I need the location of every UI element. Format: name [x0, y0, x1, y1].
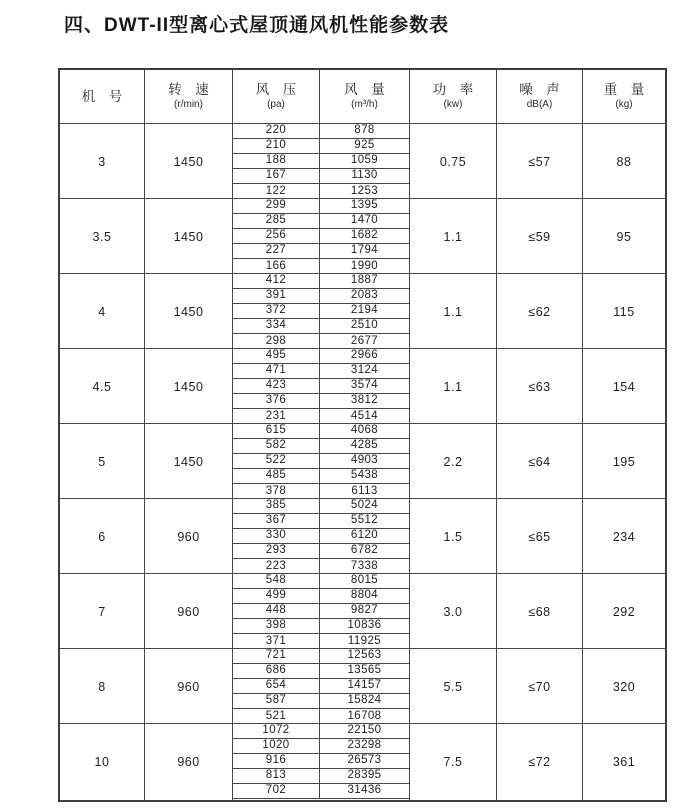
weight-cell: 195 — [612, 454, 636, 469]
volume-value: 4903 — [350, 454, 379, 467]
pressure-volume-subrow — [233, 124, 409, 139]
volume-value: 1990 — [350, 259, 379, 272]
speed-cell: 1450 — [145, 349, 233, 424]
speed-cell: 960 — [145, 649, 233, 724]
table-row — [60, 724, 665, 800]
pressure-volume-subrow — [233, 784, 409, 799]
model-cell: 7 — [60, 574, 145, 649]
speed-cell: 1450 — [145, 124, 233, 199]
noise-cell: ≤70 — [497, 649, 583, 724]
table-row — [60, 424, 665, 499]
volume-value: 2677 — [350, 334, 379, 347]
volume-value: 10836 — [347, 619, 382, 632]
header-speed-label: 转 速 — [168, 82, 209, 98]
volume-value: 7338 — [350, 559, 379, 572]
pressure-value: 499 — [233, 589, 320, 603]
weight-cell: 88 — [616, 154, 632, 169]
model-cell: 5 — [60, 424, 145, 499]
header-power-unit: (kw) — [443, 99, 463, 110]
pressure-volume-subgrid — [233, 124, 410, 199]
pressure-value: 721 — [233, 649, 320, 663]
pressure-volume-subrow — [233, 724, 409, 739]
volume-value: 6120 — [350, 529, 379, 542]
volume-value: 3812 — [350, 394, 379, 407]
pressure-volume-subrow — [233, 349, 409, 364]
pressure-value: 1072 — [233, 724, 320, 738]
volume-value: 3574 — [350, 379, 379, 392]
pressure-volume-subrow — [233, 229, 409, 244]
volume-value: 1130 — [351, 169, 378, 182]
pressure-volume-subrow — [233, 634, 409, 649]
volume-value: 2966 — [350, 349, 379, 362]
pressure-value: 686 — [233, 664, 320, 678]
pressure-value: 654 — [233, 679, 320, 693]
pressure-value: 210 — [233, 139, 320, 153]
pressure-volume-subrow — [233, 694, 409, 709]
volume-value: 9827 — [350, 604, 379, 617]
pressure-volume-subrow — [233, 499, 409, 514]
volume-value: 28395 — [347, 769, 382, 782]
volume-value: 8804 — [350, 589, 379, 602]
pressure-value: 372 — [233, 304, 320, 318]
pressure-value: 220 — [233, 124, 320, 138]
volume-value: 5512 — [350, 514, 379, 527]
pressure-value: 495 — [233, 349, 320, 363]
pressure-volume-subrow — [233, 529, 409, 544]
power-cell: 0.75 — [410, 124, 497, 199]
noise-cell: ≤63 — [497, 349, 583, 424]
volume-value: 5024 — [350, 499, 379, 512]
pressure-value: 471 — [233, 364, 320, 378]
weight-cell: 115 — [613, 304, 635, 319]
table-row — [60, 274, 665, 349]
pressure-volume-subrow — [233, 514, 409, 529]
pressure-value: 285 — [233, 214, 320, 228]
volume-value: 6782 — [350, 544, 379, 557]
noise-cell: ≤65 — [497, 499, 583, 574]
pressure-value: 166 — [233, 259, 320, 274]
speed-cell: 1450 — [145, 274, 233, 349]
pressure-volume-subrow — [233, 184, 409, 199]
volume-value: 2510 — [350, 319, 379, 332]
pressure-volume-subrow — [233, 469, 409, 484]
pressure-value: 702 — [233, 784, 320, 798]
header-weight-unit: (kg) — [615, 99, 633, 110]
pressure-volume-subrow — [233, 409, 409, 424]
pressure-value: 391 — [233, 289, 320, 303]
speed-cell: 1450 — [145, 199, 233, 274]
pressure-volume-subrow — [233, 604, 409, 619]
pressure-volume-subrow — [233, 574, 409, 589]
pressure-volume-subrow — [233, 484, 409, 499]
volume-value: 4068 — [350, 424, 379, 437]
noise-cell: ≤64 — [497, 424, 583, 499]
power-cell: 3.0 — [410, 574, 497, 649]
volume-value: 11925 — [347, 634, 382, 647]
pressure-volume-subrow — [233, 244, 409, 259]
pressure-value: 385 — [233, 499, 320, 513]
table-header-row — [60, 70, 665, 124]
pressure-volume-subrow — [233, 739, 409, 754]
table-row — [60, 124, 665, 199]
header-noise-unit: dB(A) — [526, 99, 553, 110]
pressure-value: 1020 — [233, 739, 320, 753]
volume-value: 12563 — [347, 649, 382, 662]
speed-cell: 960 — [145, 724, 233, 800]
volume-value: 4285 — [350, 439, 379, 452]
volume-value: 14157 — [347, 679, 382, 692]
pressure-volume-subrow — [233, 379, 409, 394]
volume-value: 1059 — [350, 154, 379, 167]
pressure-volume-subgrid — [233, 424, 410, 499]
volume-value: 1395 — [350, 199, 379, 212]
pressure-volume-subgrid — [233, 649, 410, 724]
pressure-volume-subrow — [233, 589, 409, 604]
pressure-value: 448 — [233, 604, 320, 618]
table-row — [60, 349, 665, 424]
pressure-volume-subrow — [233, 709, 409, 724]
model-cell: 3.5 — [60, 199, 145, 274]
pressure-volume-subrow — [233, 394, 409, 409]
pressure-volume-subrow — [233, 334, 409, 349]
table-row — [60, 199, 665, 274]
pressure-value: 367 — [233, 514, 320, 528]
noise-cell: ≤62 — [497, 274, 583, 349]
pressure-value: 398 — [233, 619, 320, 633]
pressure-volume-subrow — [233, 649, 409, 664]
pressure-volume-subgrid — [233, 499, 410, 574]
volume-value: 2083 — [350, 289, 379, 302]
header-pressure-label: 风 压 — [255, 82, 297, 98]
power-cell: 1.5 — [410, 499, 497, 574]
volume-value: 1887 — [350, 274, 379, 287]
speed-cell: 960 — [145, 574, 233, 649]
pressure-volume-subrow — [233, 679, 409, 694]
pressure-value: 299 — [233, 199, 320, 213]
model-cell: 3 — [60, 124, 145, 199]
pressure-value: 298 — [233, 334, 320, 349]
pressure-value: 330 — [233, 529, 320, 543]
header-pressure — [233, 70, 320, 123]
pressure-value: 423 — [233, 379, 320, 393]
pressure-value: 522 — [233, 454, 320, 468]
model-cell: 10 — [60, 724, 145, 800]
pressure-value: 548 — [233, 574, 320, 588]
pressure-volume-subgrid — [233, 724, 410, 800]
pressure-value: 231 — [233, 409, 320, 424]
header-power — [410, 70, 497, 123]
noise-cell: ≤68 — [497, 574, 583, 649]
noise-cell: ≤59 — [497, 199, 583, 274]
pressure-value: 378 — [233, 484, 320, 499]
header-noise — [497, 70, 583, 123]
pressure-volume-subrow — [233, 274, 409, 289]
pressure-volume-subrow — [233, 169, 409, 184]
pressure-value: 256 — [233, 229, 320, 243]
pressure-value: 587 — [233, 694, 320, 708]
volume-value: 23298 — [347, 739, 382, 752]
weight-cell: 320 — [612, 679, 636, 694]
table-row — [60, 574, 665, 649]
pressure-volume-subrow — [233, 364, 409, 379]
header-power-label: 功 率 — [432, 82, 474, 98]
table-body — [60, 124, 665, 800]
volume-value: 8015 — [350, 574, 379, 587]
power-cell: 1.1 — [410, 349, 497, 424]
pressure-volume-subrow — [233, 289, 409, 304]
pressure-volume-subrow — [233, 559, 409, 574]
pressure-value: 376 — [233, 394, 320, 408]
weight-cell: 292 — [612, 604, 636, 619]
power-cell: 5.5 — [410, 649, 497, 724]
weight-cell: 234 — [612, 529, 636, 544]
pressure-volume-subrow — [233, 664, 409, 679]
pressure-value: 167 — [233, 169, 320, 183]
model-cell: 4.5 — [60, 349, 145, 424]
pressure-volume-subrow — [233, 619, 409, 634]
table-row — [60, 499, 665, 574]
header-noise-label: 噪 声 — [519, 82, 560, 98]
speed-cell: 1450 — [145, 424, 233, 499]
volume-value: 13565 — [347, 664, 382, 677]
volume-value: 1253 — [350, 184, 379, 197]
volume-value: 22150 — [347, 724, 382, 737]
noise-cell: ≤72 — [497, 724, 583, 800]
volume-value: 4514 — [350, 409, 379, 422]
pressure-volume-subgrid — [233, 574, 410, 649]
noise-cell: ≤57 — [497, 124, 583, 199]
header-model — [60, 70, 145, 123]
header-speed-unit: (r/min) — [174, 99, 203, 110]
pressure-volume-subrow — [233, 259, 409, 274]
power-cell: 2.2 — [410, 424, 497, 499]
pressure-volume-subrow — [233, 154, 409, 169]
pressure-value: 582 — [233, 439, 320, 453]
header-volume-label: 风 量 — [344, 82, 385, 98]
header-weight — [583, 70, 665, 123]
power-cell: 1.1 — [410, 199, 497, 274]
volume-value: 1794 — [350, 244, 379, 257]
pressure-volume-subrow — [233, 544, 409, 559]
pressure-volume-subrow — [233, 769, 409, 784]
weight-cell: 361 — [612, 755, 636, 769]
pressure-value: 227 — [233, 244, 320, 258]
pressure-volume-subrow — [233, 439, 409, 454]
power-cell: 7.5 — [410, 724, 497, 800]
pressure-volume-subrow — [233, 319, 409, 334]
volume-value: 925 — [354, 139, 375, 152]
pressure-value: 188 — [233, 154, 320, 168]
weight-cell: 95 — [616, 229, 632, 244]
header-speed — [145, 70, 233, 123]
volume-value: 1682 — [350, 229, 379, 242]
pressure-volume-subrow — [233, 454, 409, 469]
pressure-value: 293 — [233, 544, 320, 558]
volume-value: 15824 — [347, 694, 382, 707]
pressure-value: 334 — [233, 319, 320, 333]
page-title: 四、DWT-II型离心式屋顶通风机性能参数表 — [64, 15, 450, 36]
volume-value: 26573 — [347, 754, 382, 767]
speed-cell: 960 — [145, 499, 233, 574]
pressure-volume-subrow — [233, 139, 409, 154]
performance-table — [58, 68, 667, 802]
pressure-value: 813 — [233, 769, 320, 783]
volume-value: 3124 — [350, 364, 379, 377]
volume-value: 6113 — [351, 484, 378, 497]
weight-cell: 154 — [612, 379, 636, 394]
pressure-value: 916 — [233, 754, 320, 768]
header-model-label: 机 号 — [81, 88, 123, 104]
volume-value: 1470 — [350, 214, 379, 227]
model-cell: 8 — [60, 649, 145, 724]
pressure-value: 122 — [233, 184, 320, 199]
pressure-volume-subrow — [233, 214, 409, 229]
pressure-value: 615 — [233, 424, 320, 438]
header-weight-label: 重 量 — [603, 82, 645, 98]
model-cell: 4 — [60, 274, 145, 349]
volume-value: 2194 — [350, 304, 379, 317]
pressure-value: 223 — [233, 559, 320, 574]
model-cell: 6 — [60, 499, 145, 574]
pressure-value: 521 — [233, 709, 320, 724]
power-cell: 1.1 — [410, 274, 497, 349]
pressure-volume-subrow — [233, 424, 409, 439]
pressure-volume-subgrid — [233, 199, 410, 274]
pressure-volume-subrow — [233, 199, 409, 214]
volume-value: 31436 — [347, 784, 382, 797]
header-volume-unit: (m³/h) — [351, 99, 378, 110]
pressure-value: 485 — [233, 469, 320, 483]
pressure-value: 412 — [233, 274, 320, 288]
volume-value: 16708 — [347, 709, 382, 722]
pressure-volume-subrow — [233, 304, 409, 319]
pressure-volume-subgrid — [233, 274, 410, 349]
table-row — [60, 649, 665, 724]
pressure-volume-subrow — [233, 754, 409, 769]
header-volume — [320, 70, 410, 123]
pressure-volume-subgrid — [233, 349, 410, 424]
header-pressure-unit: (pa) — [267, 99, 285, 110]
volume-value: 5438 — [350, 469, 379, 482]
volume-value: 878 — [354, 124, 375, 137]
pressure-value: 371 — [233, 634, 320, 649]
